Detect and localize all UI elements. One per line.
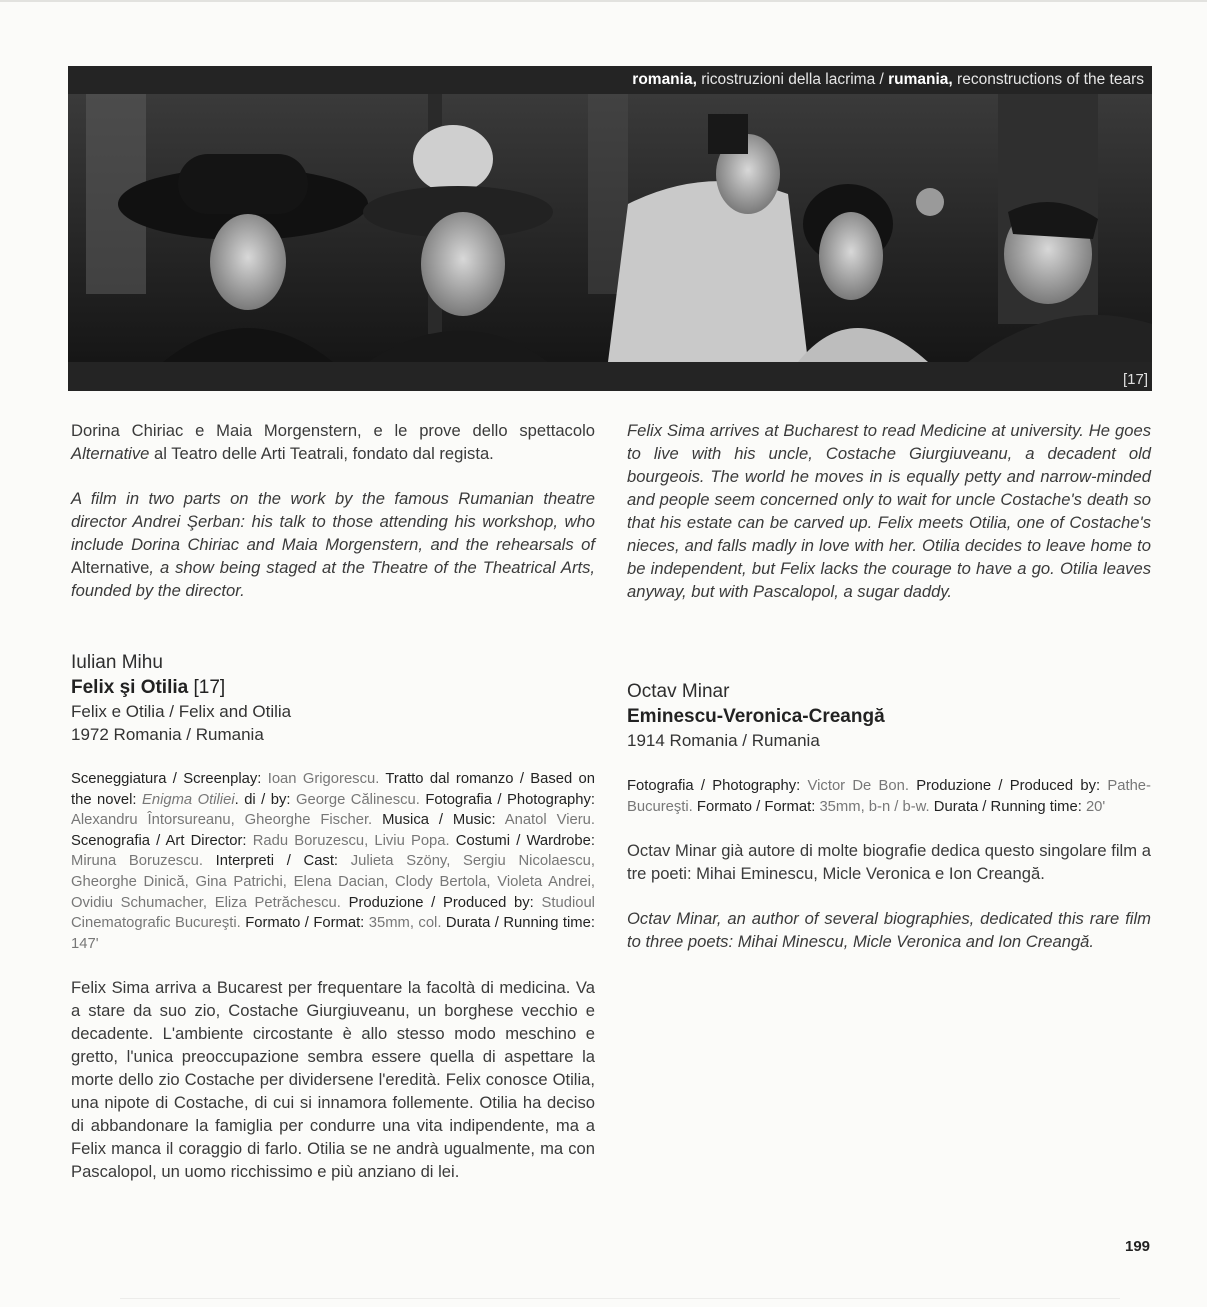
film-entry-felix (71, 650, 595, 1183)
page-number: 199 (1125, 1238, 1151, 1255)
banner-footer-bar (68, 362, 1152, 391)
credit-value: Ioan Grigorescu. (267, 771, 380, 787)
credit-label: Fotografia / Photography: (425, 791, 596, 808)
film-subtitle: Felix e Otilia / Felix and Otilia (71, 702, 292, 721)
note-english: Octav Minar, an author of several biographies, dedicated this rare film to three poets: Mihai Minescu, Micle Veronica and Ion Creangă. (627, 909, 1151, 952)
credit-label: Costumi / Wardrobe: (455, 832, 595, 849)
credit-value: Alexandru Întorsureanu, Gheorghe Fischer. (71, 812, 373, 829)
credit-value: 35mm, b-n / b-w. (819, 798, 930, 815)
credit-value: Studioul Cinematografic Bucureşti. (71, 894, 595, 932)
credit-value: Julieta Szöny, Sergiu Nicolaescu, Gheorghe Dinică, Gina Patrichi, Elena Dacian, Clody Bertola, Violeta Andrei, Ovidiu Schumacher, Eliza Petrăchescu. (71, 853, 595, 911)
credit-value: 35mm, col. (368, 915, 442, 932)
credit-value: George Călinescu. (295, 791, 420, 808)
image-reference: [17] (1122, 371, 1148, 388)
synopsis-italian: Felix Sima arriva a Bucarest per frequentare la facoltà di medicina. Va a stare da suo zio, Costache Giurgiuveanu, un borghese vecchio e decadente. L'ambiente circostante è allo stesso modo meschino e gretto, l'unica preoccupazione sembra essere quella di aspettare la morte dello zio Costache per dividersene l'eredità. Felix conosce Otilia, una nipote di Costache, di cui si innamora follemente. Otilia ha deciso di abbandonare la famiglia per condurre una vita indipendente, ma a Felix manca il coraggio di farlo. Otilia se ne andrà ugualmente, ma con Pascalopol, un uomo ricchissimo e più anziano di lei. (71, 978, 595, 1182)
credit-label: Durata / Running time: (933, 798, 1082, 815)
credit-value: Miruna Boruzescu. (71, 853, 203, 870)
intro-english (71, 487, 595, 602)
credit-label: Tratto dal romanzo / Based on the novel: (71, 771, 596, 808)
credit-value: 20' (1085, 798, 1106, 815)
credit-value: Anatol Vieru. (504, 812, 595, 829)
credit-label: Formato / Format: (245, 915, 365, 932)
film-year-country: 1914 Romania / Rumania (627, 731, 820, 750)
section-heading-bold-it: romania, (632, 71, 697, 88)
bottom-rule (120, 1298, 1120, 1299)
intro-italian-text-1: Dorina Chiriac e Maia Morgenstern, e le prove dello spettacolo (71, 421, 595, 440)
credit-label: Fotografia / Photography: (627, 778, 801, 794)
director-name: Iulian Mihu (71, 652, 163, 673)
film-entry-eminescu (627, 679, 1151, 953)
section-heading (68, 66, 1152, 94)
synopsis-english-text: Felix Sima arrives at Bucharest to read Medicine at university. He goes to live with his uncle, Costache Giurgiuveanu, a decadent old bourgeois. The world he moves in is equally petty and narrow-minded and people seem concerned only to wait for uncle Costache's death so that his estate can be carved up. Felix meets Otilia, one of Costache's nieces, and falls madly in love with her. Otilia decides to leave home to be independent, but Felix lacks the courage to have a go. Otilia leaves anyway, but with Pascalopol, a sugar daddy. (627, 421, 1151, 601)
film-still-banner (68, 66, 1152, 391)
film-credits (71, 769, 595, 954)
credit-value: Radu Boruzescu, Liviu Popa. (252, 832, 450, 849)
credit-label: Sceneggiatura / Screenplay: (71, 771, 262, 787)
film-still-photo (68, 94, 1152, 362)
director-name: Octav Minar (627, 681, 730, 702)
credit-label: Musica / Music: (382, 812, 496, 829)
film-credits (627, 776, 1151, 817)
left-column-intro (71, 419, 595, 602)
synopsis-english (627, 419, 1151, 603)
credit-value: Victor De Bon. (807, 778, 909, 794)
credit-label: Interpreti / Cast: (215, 853, 339, 870)
intro-italian (71, 419, 595, 465)
note-italian: Octav Minar già autore di molte biografie dedica questo singolare film a tre poeti: Mihai Eminescu, Micle Veronica e Ion Creangă. (627, 841, 1151, 884)
film-title (71, 675, 595, 700)
film-title: Eminescu-Veronica-Creangă (627, 706, 885, 727)
intro-english-show-title: Alternative (71, 558, 150, 577)
credit-label: Produzione / Produced by: (348, 894, 534, 911)
credit-label: Durata / Running time: (445, 915, 595, 932)
credit-value: Enigma Otiliei (141, 791, 235, 808)
top-rule (0, 0, 1207, 2)
intro-english-text-2: , a show being staged at the Theatre of the Theatrical Arts, founded by the director. (71, 558, 595, 600)
credit-label: Scenografia / Art Director: (71, 832, 247, 849)
credit-label: Formato / Format: (696, 798, 816, 815)
film-title-ref: [17] (188, 677, 226, 698)
credit-value: Pathe-Bucureşti. (627, 778, 1151, 815)
film-title-text: Felix şi Otilia (71, 677, 189, 698)
section-heading-en: reconstructions of the tears (952, 71, 1144, 88)
credit-value: 147' (71, 935, 99, 952)
credit-label: . di / by: (234, 791, 296, 808)
intro-italian-text-2: al Teatro delle Arti Teatrali, fondato dal regista. (149, 444, 494, 463)
section-heading-bold-en: rumania, (888, 71, 953, 88)
section-heading-it: ricostruzioni della lacrima / (696, 71, 889, 88)
film-year-country: 1972 Romania / Rumania (71, 725, 264, 744)
credit-label: Produzione / Produced by: (916, 778, 1101, 794)
intro-italian-show-title: Alternative (71, 444, 150, 463)
intro-english-text-1: A film in two parts on the work by the famous Rumanian theatre director Andrei Şerban: his talk to those attending his workshop, who include Dorina Chiriac and Maia Morgenstern, and the rehearsals of (71, 489, 595, 554)
